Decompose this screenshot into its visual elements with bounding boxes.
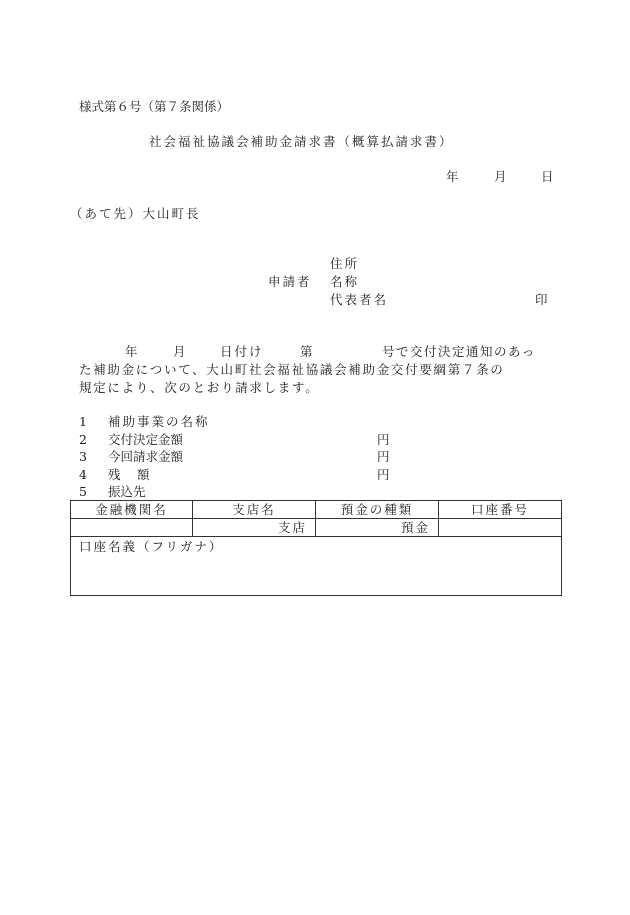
branch-suffix: 支店	[193, 519, 316, 537]
bank-table	[70, 500, 562, 596]
item-4-number: 4	[79, 467, 87, 482]
date-year-label: 年	[446, 169, 459, 184]
item-1-number: 1	[79, 414, 87, 429]
account-number-cell	[439, 519, 562, 537]
form-number: 様式第６号（第７条関係）	[79, 99, 230, 114]
body-day: 日付け	[220, 344, 264, 359]
item-2-unit: 円	[377, 432, 390, 447]
body-line1-rest: 号で交付決定通知のあっ	[382, 344, 536, 359]
item-3-label: 今回請求金額	[108, 449, 184, 464]
body-line2: た補助金について、大山町社会福祉協議会補助金交付要綱第７条の	[79, 362, 505, 377]
body-line3: 規定により、次のとおり請求します。	[79, 380, 320, 395]
body-number-prefix: 第	[300, 344, 313, 359]
bank-table-header-row	[71, 501, 562, 519]
body-month: 月	[173, 344, 186, 359]
account-name-label: 口座名義（フリガナ）	[71, 537, 562, 596]
applicant-label: 申請者	[268, 274, 312, 289]
account-name-row	[71, 537, 562, 596]
item-4-label: 残 額	[108, 467, 152, 482]
body-year: 年	[125, 344, 138, 359]
item-5-number: 5	[79, 484, 87, 499]
bank-name-cell	[71, 519, 193, 537]
item-3-unit: 円	[377, 449, 390, 464]
item-1-label: 補助事業の名称	[108, 414, 210, 429]
header-bank-name: 金融機関名	[71, 501, 193, 519]
page-title: 社会福祉協議会補助金請求書（概算払請求書）	[149, 134, 454, 149]
item-5-label: 振込先	[108, 484, 146, 499]
name-label: 名称	[330, 274, 360, 289]
address-label: 住所	[330, 256, 360, 271]
item-2-number: 2	[79, 432, 87, 447]
deposit-suffix: 預金	[316, 519, 439, 537]
item-4-unit: 円	[377, 467, 390, 482]
item-3-number: 3	[79, 449, 87, 464]
representative-label: 代表者名	[330, 292, 389, 307]
header-branch-name: 支店名	[193, 501, 316, 519]
item-2-label: 交付決定金額	[108, 432, 184, 447]
header-deposit-type: 預金の種類	[316, 501, 439, 519]
header-account-number: 口座番号	[439, 501, 562, 519]
addressee: （あて先）大山町長	[70, 206, 201, 221]
date-month-label: 月	[494, 169, 507, 184]
bank-table-input-row	[71, 519, 562, 537]
date-day-label: 日	[541, 169, 554, 184]
seal-mark: 印	[535, 292, 548, 307]
